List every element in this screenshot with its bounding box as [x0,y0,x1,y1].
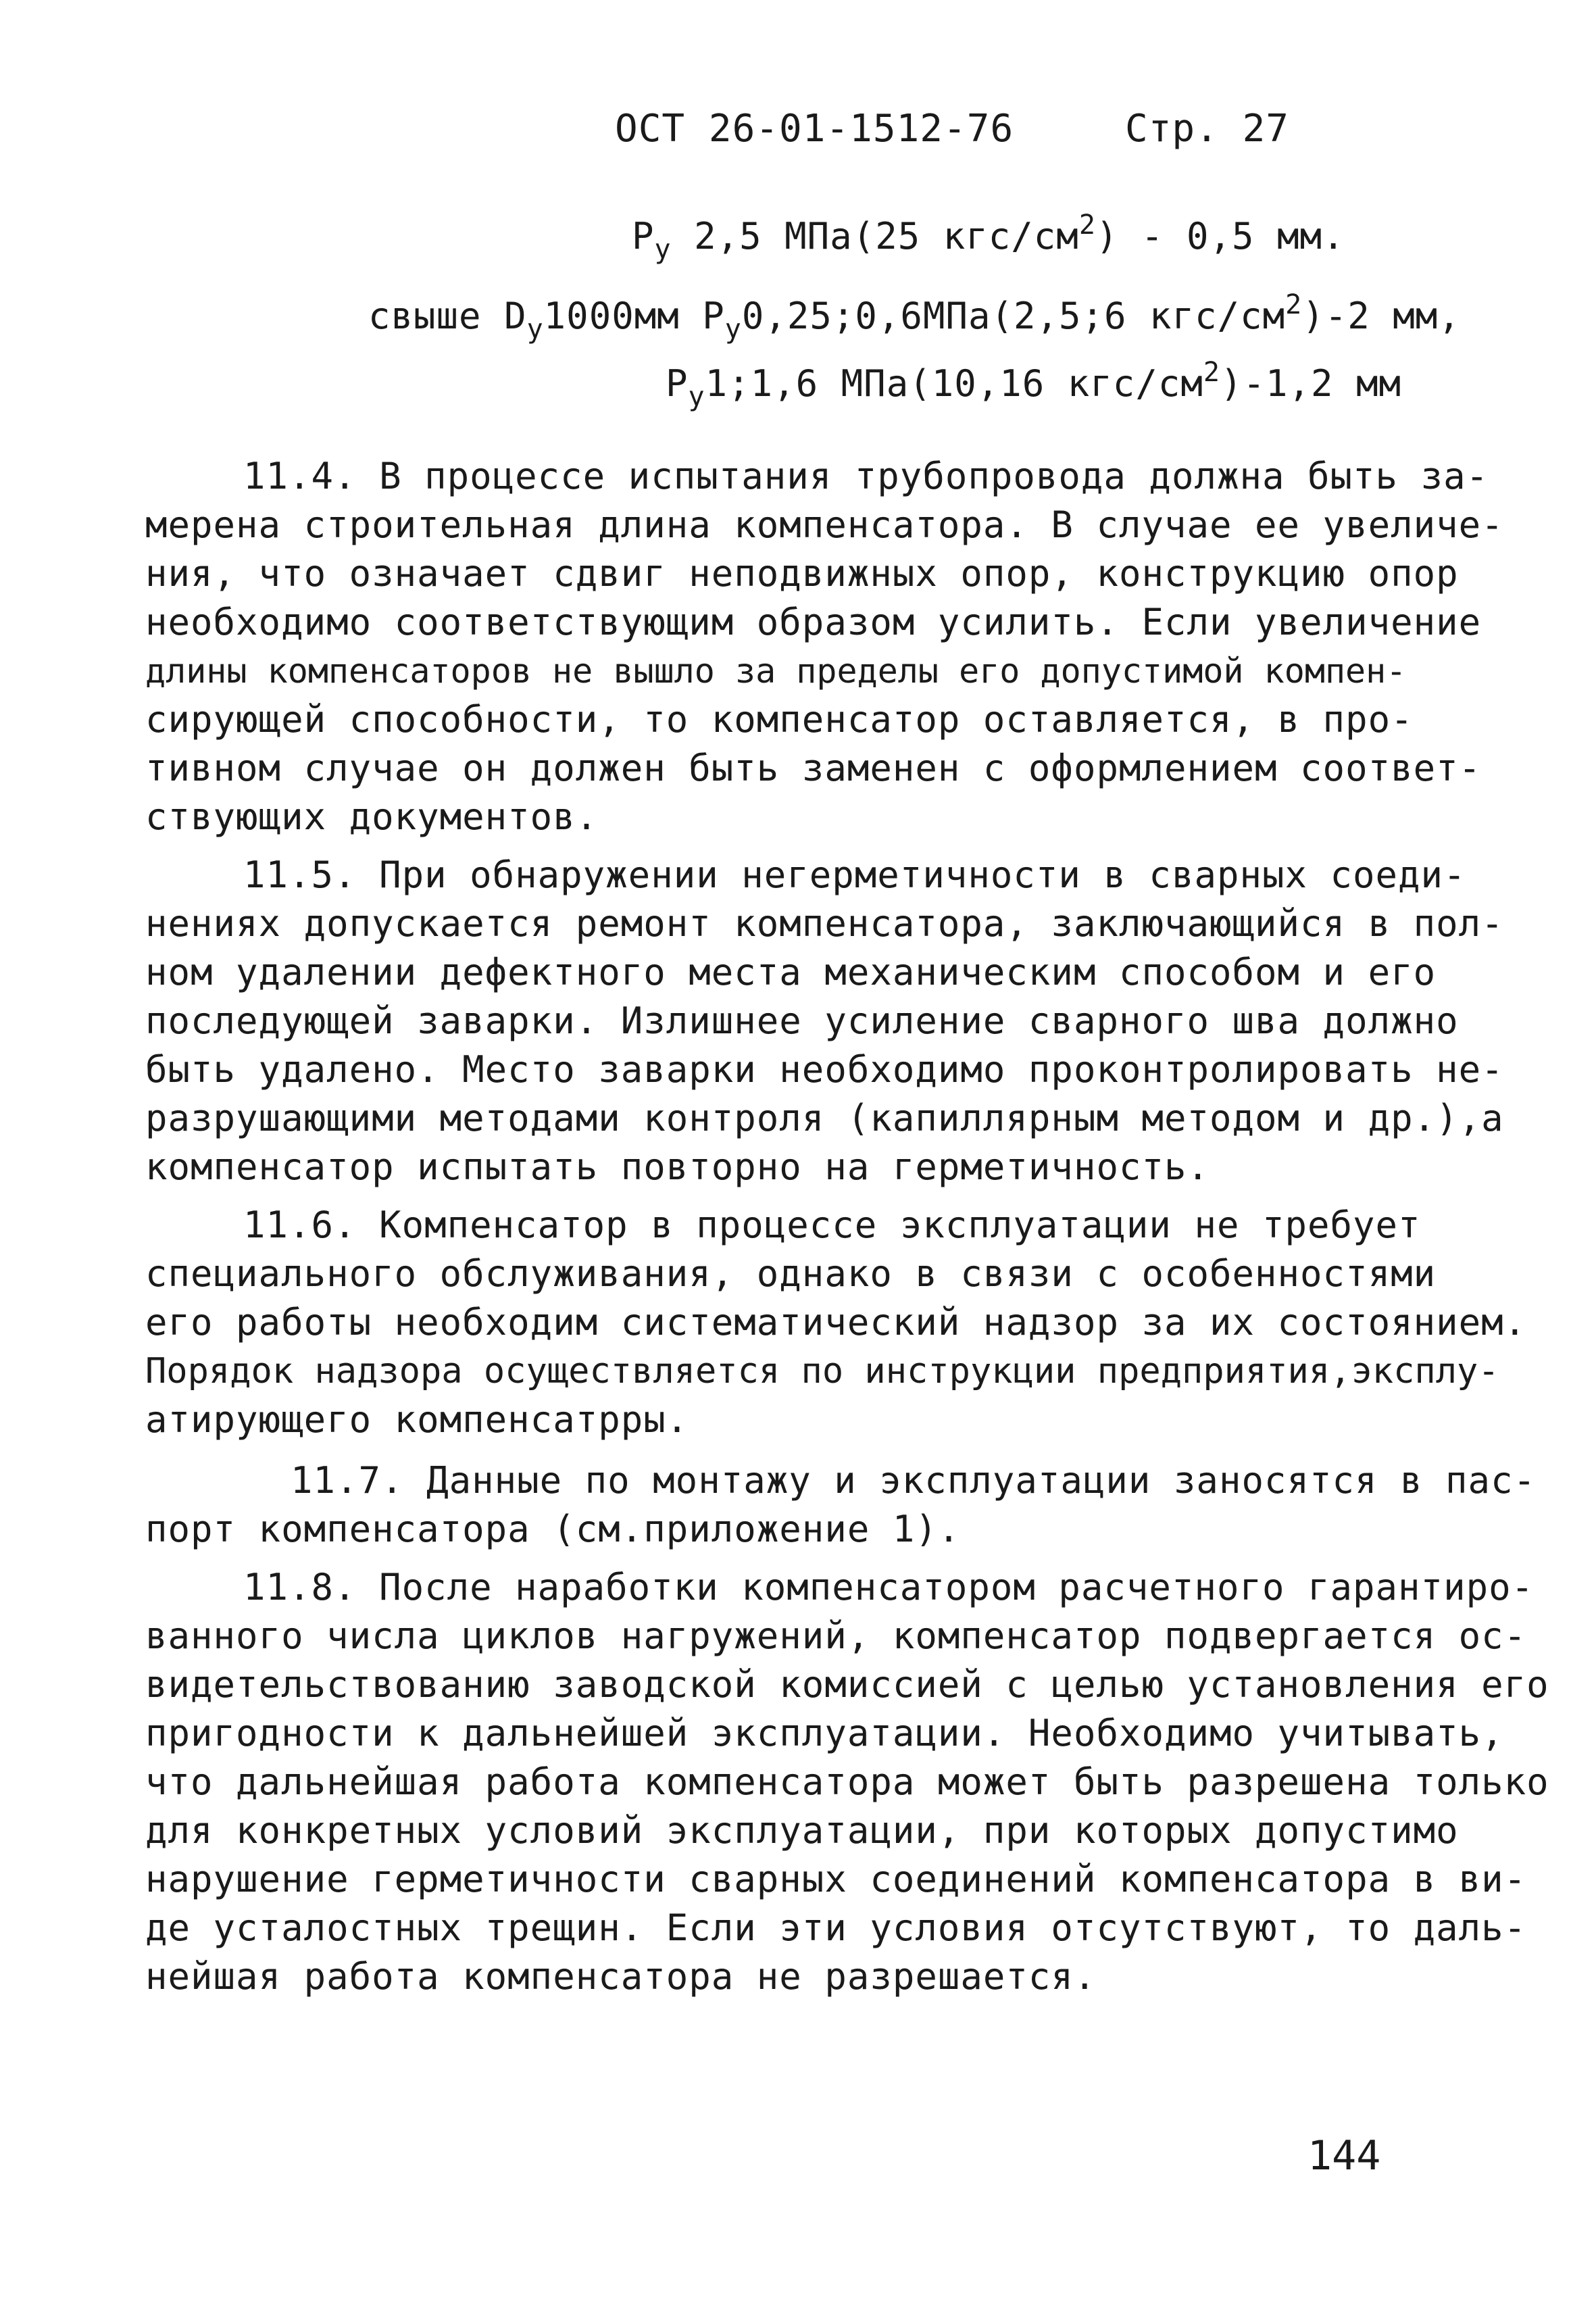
pressure-superscript: 2 [1203,357,1220,388]
paragraph-line: атирующего компенсатрры. [145,1398,689,1441]
paragraph-line: ном удалении дефектного места механическим способом и его [145,951,1437,993]
pressure-text-end: ) - 0,5 мм. [1095,215,1345,257]
paragraph-line: последующей заварки. Излишнее усиление сварного шва должно [145,1000,1459,1042]
paragraph-line: нейшая работа компенсатора не разрешается. [145,1955,1097,1998]
paragraph-line: Порядок надзора осуществляется по инструкции предприятия,эксплу- [145,1351,1499,1392]
paragraph-line: ствующих документов. [145,795,599,838]
paragraph-line: видетельствованию заводской комиссией с целью установления его [145,1663,1549,1706]
paragraph-line: необходимо соответствующим образом усилить. Если увеличение [145,601,1482,643]
pressure-text-prefix: свыше D [368,295,527,337]
paragraph-line: 11.6. Компенсатор в процессе эксплуатации не требует [243,1204,1421,1246]
paragraph-line: тивном случае он должен быть заменен с оформлением соответ- [145,747,1482,789]
paragraph-line: его работы необходим систематический надзор за их состоянием. [145,1301,1527,1344]
paragraph-line: де усталостных трещин. Если эти условия отсутствуют, то даль- [145,1906,1527,1949]
pressure-subscript: y [688,381,705,412]
standard-code: ОСТ 26-01-1512-76 [615,107,1014,151]
paragraph-line: ния, что означает сдвиг неподвижных опор, конструкцию опор [145,552,1459,595]
paragraph-line: пригодности к дальнейшей эксплуатации. Необходимо учитывать, [145,1712,1504,1754]
paragraph-line: разрушающими методами контроля (капиллярным методом и др.),а [145,1097,1504,1139]
pressure-text-mid: 1000мм P [543,295,725,337]
diameter-subscript: y [526,314,544,345]
pressure-text: 0,25;0,6МПа(2,5;6 кгс/см [741,295,1286,337]
paragraph-line: нарушение герметичности сварных соединений компенсатора в ви- [145,1858,1527,1900]
paragraph-line: 11.5. При обнаружении негерметичности в сварных соеди- [243,854,1466,896]
pressure-symbol: P [666,362,689,405]
paragraph-line: 11.7. Данные по монтажу и эксплуатации заносятся в пас- [291,1459,1537,1502]
paragraph-line: для конкретных условий эксплуатации, при которых допустимо [145,1809,1459,1852]
pressure-text: 2,5 МПа(25 кгс/см [671,215,1079,257]
paragraph-line: мерена строительная длина компенсатора. В случае ее увеличе- [145,503,1504,546]
paragraph-line: 11.4. В процессе испытания трубопровода должна быть за- [243,455,1489,497]
pressure-symbol: P [632,215,655,257]
pressure-line-3 [666,350,1401,419]
paragraph-line: быть удалено. Место заварки необходимо проконтролировать не- [145,1048,1504,1091]
paragraph-line: длины компенсаторов не вышло за пределы его допустимой компен- [145,651,1407,691]
pressure-line-2 [368,282,1461,351]
pressure-text: 1;1,6 МПа(10,16 кгс/см [705,362,1203,405]
paragraph-line: 11.8. После наработки компенсатором расчетного гарантиро- [243,1566,1535,1608]
pressure-superscript: 2 [1285,289,1303,320]
paragraph-line: порт компенсатора (см.приложение 1). [145,1508,961,1550]
paragraph-line: компенсатор испытать повторно на герметичность. [145,1146,1210,1188]
paragraph-line: что дальнейшая работа компенсатора может быть разрешена только [145,1761,1549,1803]
page-number: 144 [1307,2132,1381,2180]
pressure-text-end: )-1,2 мм [1220,362,1402,405]
page-label: Стр. 27 [1125,107,1290,151]
pressure-text-end: )-2 мм, [1302,295,1461,337]
paragraph-line: сирующей способности, то компенсатор оставляется, в про- [145,698,1414,741]
paragraph-line: ванного числа циклов нагружений, компенсатор подвергается ос- [145,1615,1527,1657]
pressure-subscript: y [654,234,672,265]
pressure-subscript: y [724,314,742,345]
paragraph-line: нениях допускается ремонт компенсатора, заключающийся в пол- [145,902,1504,945]
pressure-line-1 [632,203,1345,272]
paragraph-line: специального обслуживания, однако в связи с особенностями [145,1252,1437,1295]
pressure-superscript: 2 [1078,210,1096,241]
